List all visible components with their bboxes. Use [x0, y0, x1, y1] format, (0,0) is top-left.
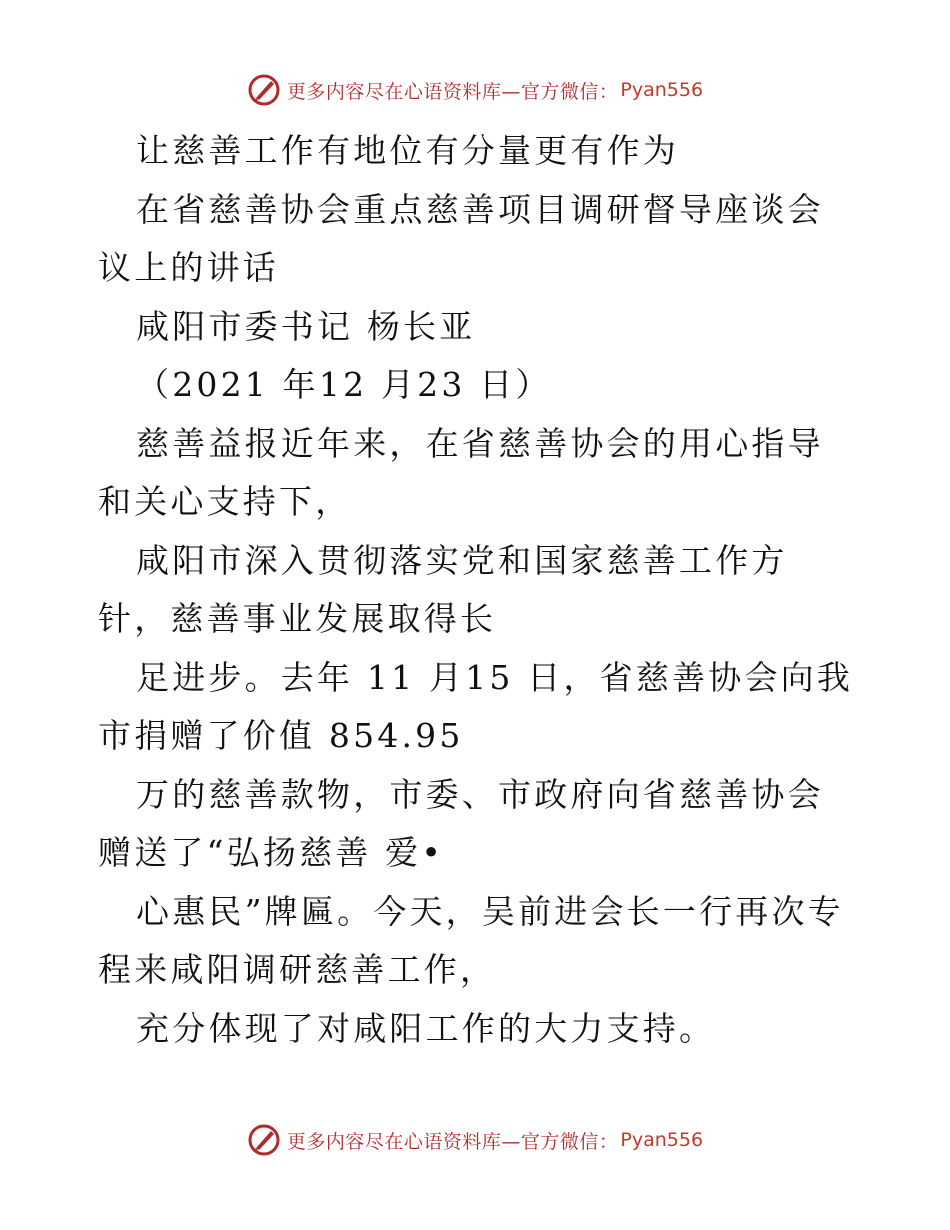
header-watermark [0, 70, 950, 110]
watermark-id: Pyan556 [620, 1129, 704, 1151]
quill-pen-icon [247, 73, 281, 107]
document-body [98, 122, 858, 1058]
document-date: （2021 年12 月23 日） [136, 365, 552, 404]
body-paragraph: 充分体现了对咸阳工作的大力支持。 [136, 1008, 716, 1048]
watermark-text: 更多内容尽在心语资料库—官方微信： [286, 1130, 619, 1153]
body-paragraph: 心惠民”牌匾。今天，吴前进会长一行再次专程来咸阳调研慈善工作， [98, 891, 844, 989]
quill-pen-icon [247, 1123, 281, 1157]
watermark-id: Pyan556 [620, 79, 704, 101]
body-paragraph: 咸阳市深入贯彻落实党和国家慈善工作方针，慈善事业发展取得长 [98, 540, 788, 638]
body-paragraph: 足进步。去年 11 月15 日，省慈善协会向我市捐赠了价值 854.95 [98, 657, 854, 755]
body-paragraph: 万的慈善款物，市委、市政府向省慈善协会赠送了“弘扬慈善 爱• [98, 774, 824, 872]
footer-watermark [0, 1120, 950, 1160]
body-paragraph: 慈善益报近年来，在省慈善协会的用心指导和关心支持下， [98, 423, 824, 521]
document-author: 咸阳市委书记 杨长亚 [136, 306, 476, 346]
document-subtitle: 在省慈善协会重点慈善项目调研督导座谈会议上的讲话 [98, 189, 824, 287]
document-title: 让慈善工作有地位有分量更有作为 [136, 131, 679, 170]
watermark-text: 更多内容尽在心语资料库—官方微信： [286, 80, 619, 103]
